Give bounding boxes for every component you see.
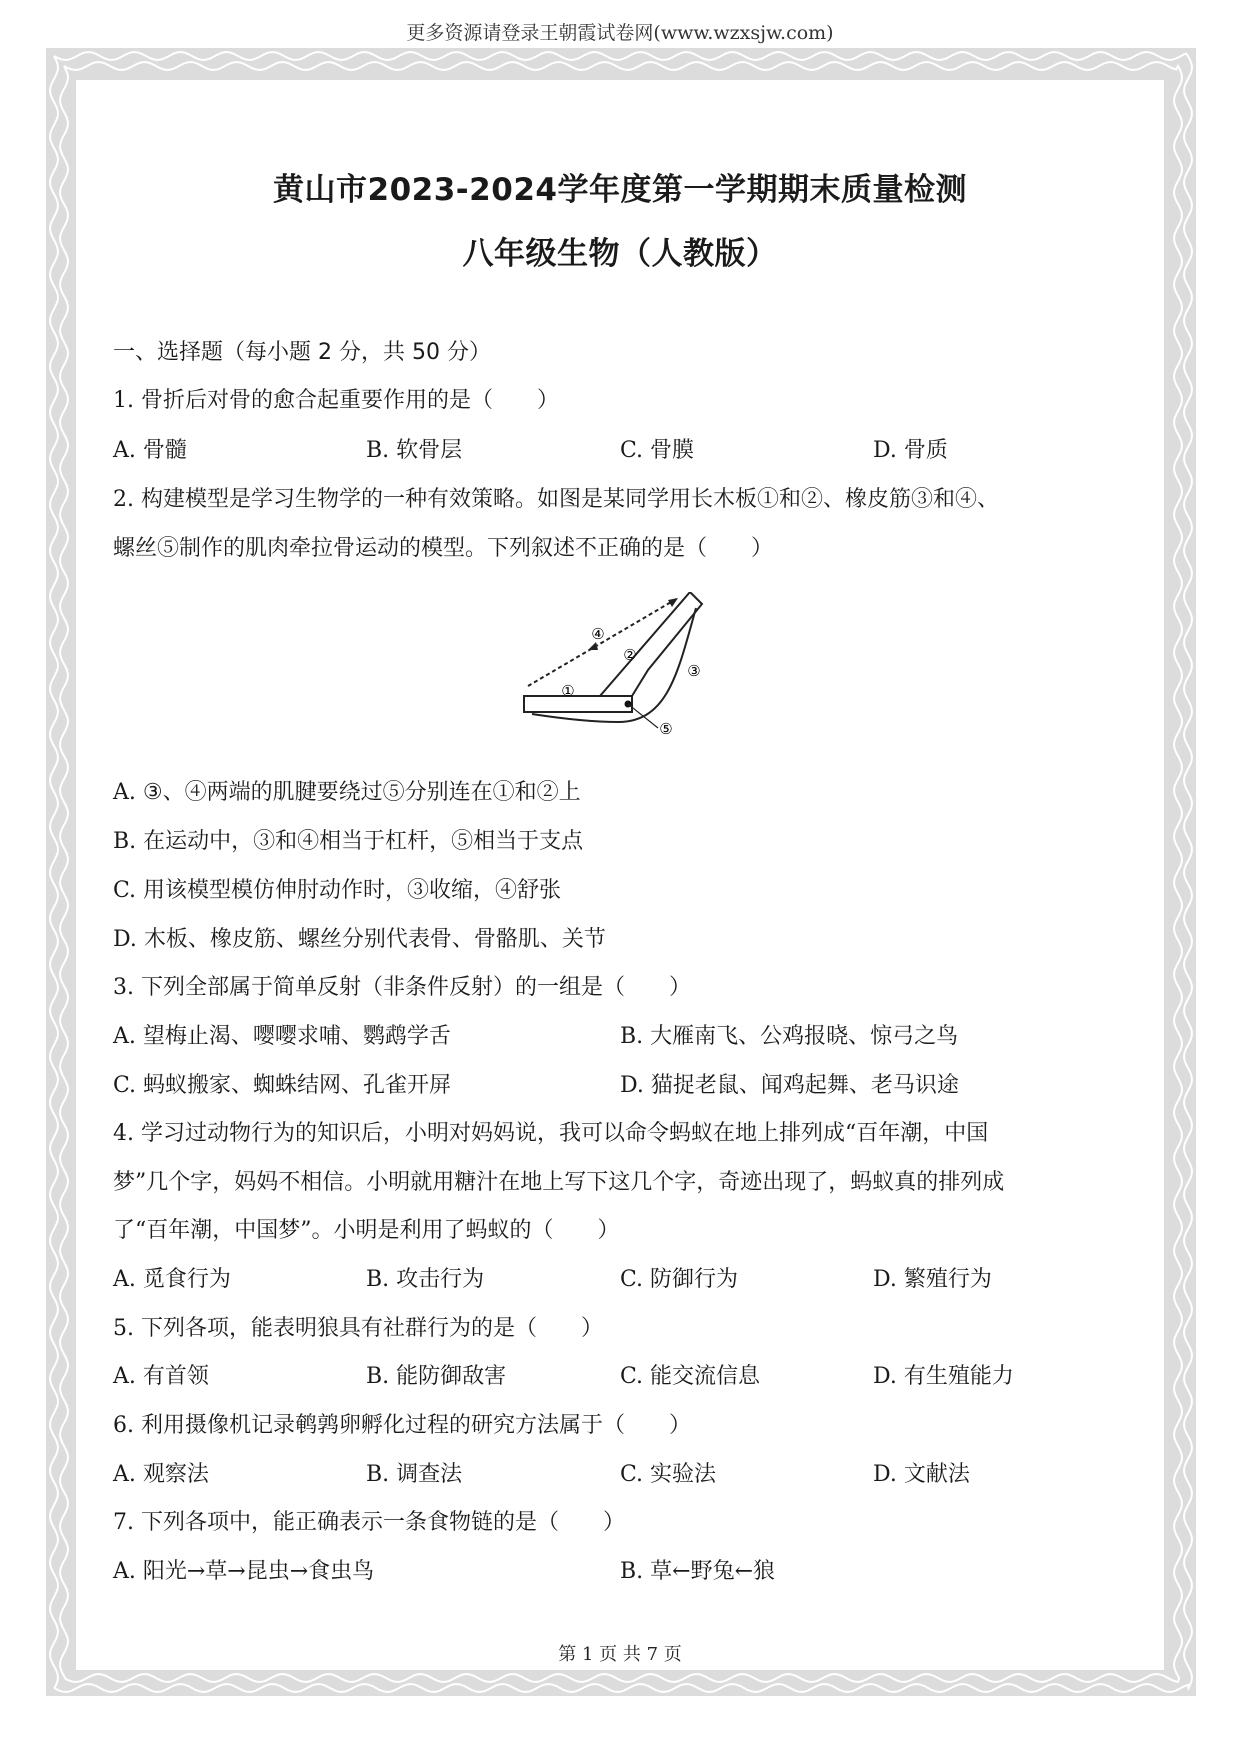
option-d: D. 繁殖行为 [873, 1267, 992, 1292]
option-b: B. 大雁南飞、公鸡报晓、惊弓之鸟 [620, 1024, 959, 1049]
source-banner: 更多资源请登录王朝霞试卷网(www.wzxsjw.com) [406, 22, 834, 44]
option-a: A. ③、④两端的肌腱要绕过⑤分别连在①和②上 [113, 780, 581, 805]
option-b: B. 能防御敌害 [366, 1364, 507, 1389]
option-a: A. 骨髓 [113, 438, 187, 463]
label-3: ③ [687, 662, 701, 680]
option-c: C. 用该模型模仿伸肘动作时，③收缩，④舒张 [113, 878, 562, 903]
question-stem: 3. 下列全部属于简单反射（非条件反射）的一组是（ ） [113, 975, 691, 1000]
question-stem: 5. 下列各项，能表明狼具有社群行为的是（ ） [113, 1316, 603, 1341]
question-stem: 4. 学习过动物行为的知识后，小明对妈妈说，我可以命令蚂蚁在地上排列成“百年潮，中国 [113, 1121, 989, 1146]
question-stem: 了“百年潮，中国梦”。小明是利用了蚂蚁的（ ） [113, 1218, 620, 1243]
option-c: C. 蚂蚁搬家、蜘蛛结网、孔雀开屏 [113, 1073, 452, 1098]
option-d: D. 骨质 [873, 438, 948, 463]
label-2: ② [623, 646, 637, 664]
option-c: C. 骨膜 [620, 438, 695, 463]
option-a: A. 观察法 [113, 1462, 209, 1487]
option-b: B. 攻击行为 [366, 1267, 485, 1292]
option-d: D. 木板、橡皮筋、螺丝分别代表骨、骨骼肌、关节 [113, 927, 606, 952]
page-number: 第 1 页 共 7 页 [558, 1644, 682, 1665]
muscle-bone-model-figure [518, 592, 718, 742]
option-b: B. 软骨层 [366, 438, 463, 463]
option-b: B. 草←野兔←狼 [620, 1559, 776, 1584]
option-d: D. 文献法 [873, 1462, 970, 1487]
question-stem: 2. 构建模型是学习生物学的一种有效策略。如图是某同学用长木板①和②、橡皮筋③和④、 [113, 487, 999, 512]
exam-subtitle: 八年级生物（人教版） [462, 236, 778, 272]
question-stem: 梦”几个字，妈妈不相信。小明就用糖汁在地上写下这几个字，奇迹出现了，蚂蚁真的排列成 [113, 1170, 1005, 1195]
section-heading: 一、选择题（每小题 2 分，共 50 分） [113, 340, 491, 365]
label-1: ① [561, 682, 575, 700]
question-stem: 6. 利用摄像机记录鹌鹑卵孵化过程的研究方法属于（ ） [113, 1413, 691, 1438]
option-b: B. 在运动中，③和④相当于杠杆，⑤相当于支点 [113, 829, 584, 854]
question-stem: 1. 骨折后对骨的愈合起重要作用的是（ ） [113, 388, 559, 413]
option-a: A. 觅食行为 [113, 1267, 231, 1292]
label-5: ⑤ [659, 720, 673, 738]
board-1 [524, 696, 632, 712]
exam-title: 黄山市2023-2024学年度第一学期期末质量检测 [273, 172, 967, 208]
option-c: C. 实验法 [620, 1462, 717, 1487]
option-b: B. 调查法 [366, 1462, 463, 1487]
option-d: D. 有生殖能力 [873, 1364, 1014, 1389]
option-c: C. 能交流信息 [620, 1364, 761, 1389]
option-a: A. 阳光→草→昆虫→食虫鸟 [113, 1559, 375, 1584]
label-4: ④ [591, 625, 605, 643]
option-d: D. 猫捉老鼠、闻鸡起舞、老马识途 [620, 1073, 959, 1098]
option-a: A. 有首领 [113, 1364, 209, 1389]
question-stem: 螺丝⑤制作的肌肉牵拉骨运动的模型。下列叙述不正确的是（ ） [113, 536, 774, 561]
option-a: A. 望梅止渴、嘤嘤求哺、鹦鹉学舌 [113, 1024, 451, 1049]
question-stem: 7. 下列各项中，能正确表示一条食物链的是（ ） [113, 1510, 625, 1535]
option-c: C. 防御行为 [620, 1267, 739, 1292]
